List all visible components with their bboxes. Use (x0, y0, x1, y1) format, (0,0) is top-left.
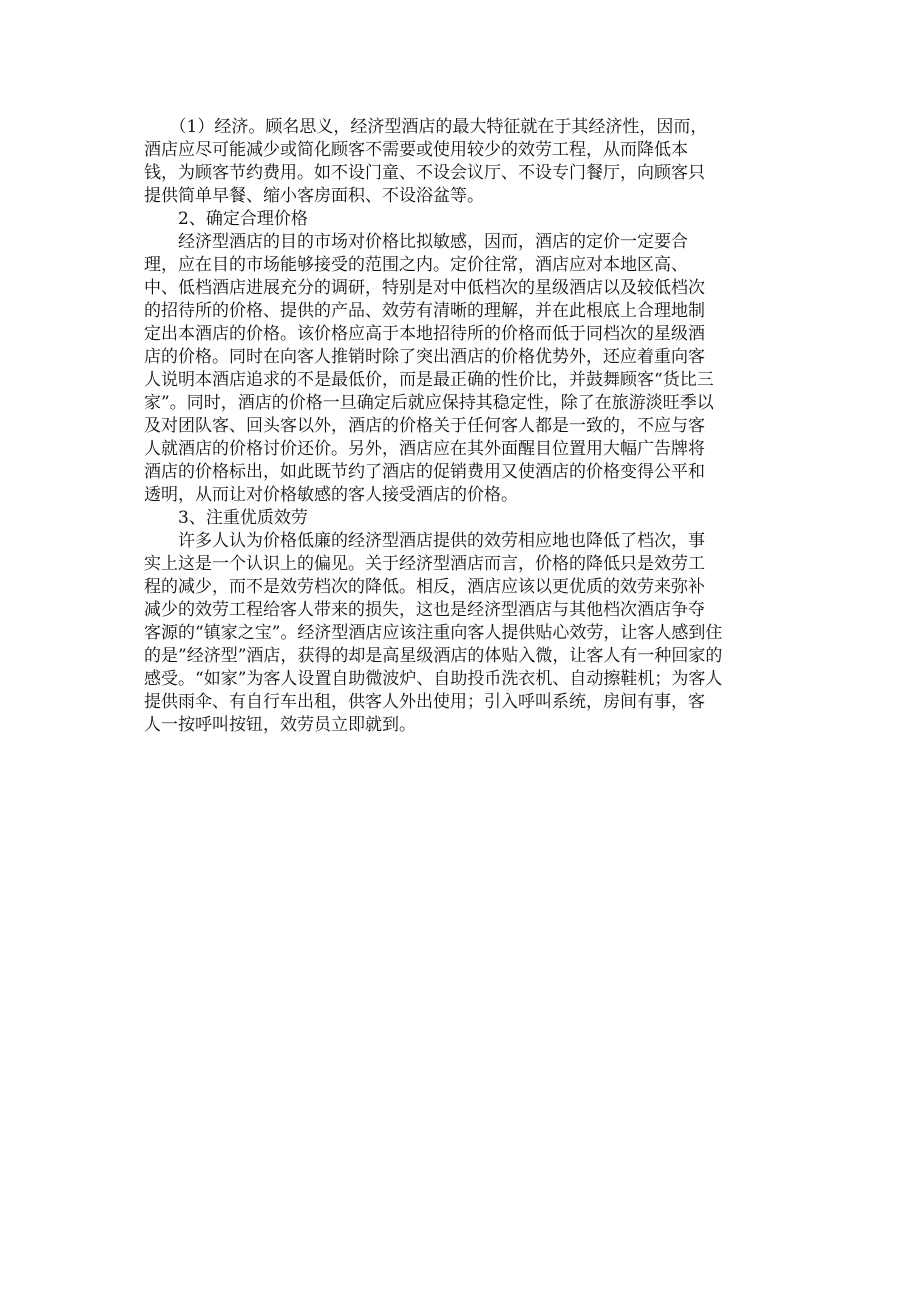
text-line: 定出本酒店的价格。该价格应高于本地招待所的价格而低于同档次的星级酒 (144, 324, 705, 344)
section-heading: 3、注重优质效劳 (144, 508, 308, 528)
text-line: 及对团队客、回头客以外，酒店的价格关于任何客人都是一致的，不应与客 (144, 416, 705, 436)
text-line: 感受。“如家”为客人设置自助微波炉、自助投币洗衣机、自动擦鞋机；为客人 (144, 669, 723, 689)
text-line: 人一按呼叫按钮，效劳员立即就到。 (144, 715, 416, 735)
text-line: 提供简单早餐、缩小客房面积、不设浴盆等。 (144, 186, 484, 206)
text-line: 的是”经济型”酒店，获得的却是高星级酒店的体贴入微，让客人有一种回家的 (144, 646, 723, 666)
text-line: 人就酒店的价格讨价还价。另外，酒店应在其外面醒目位置用大幅广告牌将 (144, 439, 705, 459)
text-line: 店的价格。同时在向客人推销时除了突出酒店的价格优势外，还应着重向客 (144, 347, 705, 367)
text-line: 中、低档酒店进展充分的调研，特别是对中低档次的星级酒店以及较低档次 (144, 278, 705, 298)
text-line: 家”。同时，酒店的价格一旦确定后就应保持其稳定性，除了在旅游淡旺季以 (144, 393, 714, 413)
text-line: 提供雨伞、有自行车出租，供客人外出使用；引入呼叫系统，房间有事，客 (144, 692, 705, 712)
section-heading: 2、确定合理价格 (144, 209, 308, 229)
text-line: 许多人认为价格低廉的经济型酒店提供的效劳相应地也降低了档次，事 (144, 531, 705, 551)
text-line: 经济型酒店的目的市场对价格比拟敏感，因而，酒店的定价一定要合 (144, 232, 688, 252)
text-line: 钱，为顾客节约费用。如不设门童、不设会议厅、不设专门餐厅，向顾客只 (144, 163, 705, 183)
text-line: 减少的效劳工程给客人带来的损失，这也是经济型酒店与其他档次酒店争夺 (144, 600, 705, 620)
text-line: 程的减少，而不是效劳档次的降低。相反，酒店应该以更优质的效劳来弥补 (144, 577, 705, 597)
text-line: 客源的“镇家之宝”。经济型酒店应该注重向客人提供贴心效劳，让客人感到住 (144, 623, 723, 643)
text-line: 酒店应尽可能减少或简化顾客不需要或使用较少的效劳工程，从而降低本 (144, 140, 688, 160)
text-line: 的招待所的价格、提供的产品、效劳有清晰的理解，并在此根底上合理地制 (144, 301, 705, 321)
text-line: 酒店的价格标出，如此既节约了酒店的促销费用又使酒店的价格变得公平和 (144, 462, 705, 482)
text-line: （1）经济。顾名思义，经济型酒店的最大特征就在于其经济性，因而， (144, 117, 708, 137)
text-line: 人说明本酒店追求的不是最低价，而是最正确的性价比，并鼓舞顾客“货比三 (144, 370, 714, 390)
text-line: 透明，从而让对价格敏感的客人接受酒店的价格。 (144, 485, 518, 505)
document-body (144, 116, 778, 737)
text-line: 实上这是一个认识上的偏见。关于经济型酒店而言，价格的降低只是效劳工 (144, 554, 705, 574)
text-line: 理，应在目的市场能够接受的范围之内。定价往常，酒店应对本地区高、 (144, 255, 688, 275)
